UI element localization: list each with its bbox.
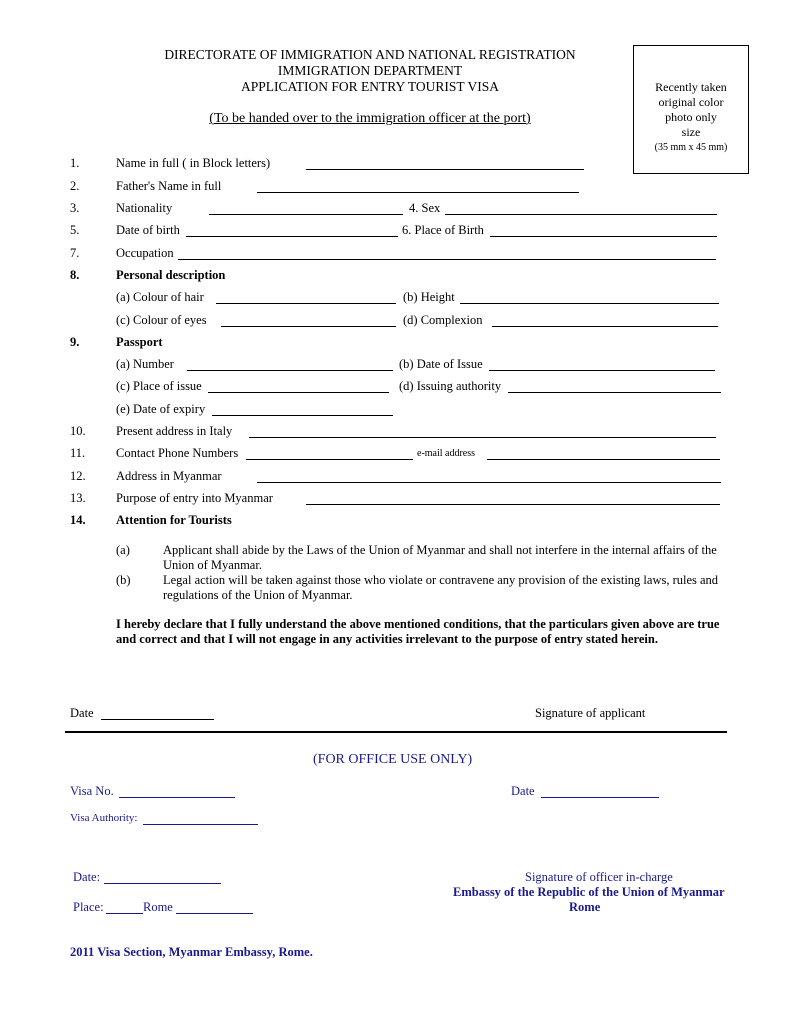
email-label: e-mail address bbox=[417, 448, 476, 459]
form-title: APPLICATION FOR ENTRY TOURIST VISA bbox=[240, 79, 500, 94]
item-number-1: 1. bbox=[70, 156, 80, 170]
issue-date-field[interactable] bbox=[489, 359, 715, 371]
passport-heading: Passport bbox=[116, 335, 163, 349]
expiry-date-label: (e) Date of expiry bbox=[116, 402, 206, 416]
address-italy-field[interactable] bbox=[249, 426, 716, 438]
item-number-7: 7. bbox=[70, 246, 80, 260]
item-number-14: 14. bbox=[70, 513, 86, 527]
office-date2-field[interactable] bbox=[104, 872, 221, 884]
embassy-city: Rome bbox=[569, 900, 601, 914]
office-date-field[interactable] bbox=[541, 786, 659, 798]
office-date-label: Date bbox=[511, 784, 535, 798]
header-department: IMMIGRATION DEPARTMENT bbox=[277, 63, 463, 78]
handover-note bbox=[120, 111, 620, 127]
item-number-8: 8. bbox=[70, 268, 80, 282]
photo-line2: original color bbox=[658, 95, 724, 109]
purpose-field[interactable] bbox=[306, 493, 720, 505]
attention-heading: Attention for Tourists bbox=[116, 513, 232, 527]
handover-note-text: (To be handed over to the immigration officer at the port) bbox=[209, 111, 531, 126]
expiry-date-field[interactable] bbox=[212, 404, 393, 416]
occupation-label: Occupation bbox=[116, 246, 174, 260]
place-label: Place: bbox=[73, 900, 104, 914]
footer-text: 2011 Visa Section, Myanmar Embassy, Rome. bbox=[70, 945, 313, 959]
item-number-9: 9. bbox=[70, 335, 80, 349]
issue-date-label: (b) Date of Issue bbox=[399, 357, 483, 371]
issuing-authority-label: (d) Issuing authority bbox=[399, 379, 502, 393]
item-number-3: 3. bbox=[70, 201, 80, 215]
photo-box bbox=[633, 45, 749, 174]
applicant-signature-label: Signature of applicant bbox=[535, 706, 646, 720]
embassy-name: Embassy of the Republic of the Union of Myanmar bbox=[453, 885, 725, 899]
name-label: Name in full ( in Block letters) bbox=[116, 156, 271, 170]
photo-size: (35 mm x 45 mm) bbox=[654, 142, 728, 153]
passport-number-field[interactable] bbox=[187, 359, 393, 371]
nationality-label: Nationality bbox=[116, 201, 173, 215]
item-number-5: 5. bbox=[70, 223, 80, 237]
applicant-date-field[interactable] bbox=[101, 708, 214, 720]
item-number-13: 13. bbox=[70, 491, 86, 505]
section-divider bbox=[65, 731, 727, 733]
visa-authority-field[interactable] bbox=[143, 813, 258, 825]
place-field-before bbox=[106, 902, 143, 914]
photo-line4: size bbox=[681, 125, 701, 139]
item-number-11: 11. bbox=[70, 446, 86, 460]
visa-authority-label: Visa Authority: bbox=[70, 812, 138, 824]
place-value: Rome bbox=[143, 900, 173, 914]
attention-b-text: Legal action will be taken against those who violate or contravene any provision of the existing laws, rules and regulations of the Union of Myanmar. bbox=[163, 573, 719, 602]
header-directorate: DIRECTORATE OF IMMIGRATION AND NATIONAL REGISTRATION bbox=[164, 47, 576, 62]
visa-no-field[interactable] bbox=[119, 786, 235, 798]
sex-field[interactable] bbox=[445, 203, 717, 215]
complexion-label: (d) Complexion bbox=[403, 313, 483, 327]
eye-colour-field[interactable] bbox=[221, 315, 396, 327]
item-number-2: 2. bbox=[70, 179, 80, 193]
place-of-birth-label: 6. Place of Birth bbox=[402, 223, 484, 237]
applicant-date-label: Date bbox=[70, 706, 94, 720]
height-label: (b) Height bbox=[403, 290, 455, 304]
eye-colour-label: (c) Colour of eyes bbox=[116, 313, 207, 327]
address-italy-label: Present address in Italy bbox=[116, 424, 233, 438]
height-field[interactable] bbox=[460, 292, 719, 304]
father-name-field[interactable] bbox=[257, 181, 579, 193]
officer-signature-label: Signature of officer in-charge bbox=[525, 870, 673, 884]
photo-line1: Recently taken bbox=[655, 80, 727, 94]
nationality-field[interactable] bbox=[209, 203, 403, 215]
phone-field[interactable] bbox=[246, 448, 413, 460]
address-myanmar-field[interactable] bbox=[257, 471, 721, 483]
photo-line3: photo only bbox=[665, 110, 717, 124]
address-myanmar-label: Address in Myanmar bbox=[116, 469, 222, 483]
place-field-after bbox=[176, 902, 253, 914]
email-field[interactable] bbox=[487, 448, 720, 460]
attention-a-marker: (a) bbox=[116, 543, 130, 557]
declaration: I hereby declare that I fully understand the above mentioned conditions, that the particulars given above are true and correct and that I will not engage in any activities irrelevant to the purpose of entry stated herein. bbox=[116, 617, 720, 646]
dob-field[interactable] bbox=[186, 225, 398, 237]
attention-a-text: Applicant shall abide by the Laws of the Union of Myanmar and shall not interfere in the internal affairs of the Union of Myanmar. bbox=[163, 543, 717, 572]
complexion-field[interactable] bbox=[492, 315, 718, 327]
office-date2-label: Date: bbox=[73, 870, 101, 884]
office-use-title: (FOR OFFICE USE ONLY) bbox=[313, 752, 473, 767]
father-name-label: Father's Name in full bbox=[116, 179, 222, 193]
place-of-birth-field[interactable] bbox=[490, 225, 717, 237]
personal-description-heading: Personal description bbox=[116, 268, 226, 282]
occupation-field[interactable] bbox=[178, 248, 716, 260]
hair-colour-label: (a) Colour of hair bbox=[116, 290, 204, 304]
place-of-issue-field[interactable] bbox=[208, 381, 389, 393]
place-of-issue-label: (c) Place of issue bbox=[116, 379, 202, 393]
issuing-authority-field[interactable] bbox=[508, 381, 721, 393]
hair-colour-field[interactable] bbox=[216, 292, 396, 304]
item-number-12: 12. bbox=[70, 469, 86, 483]
attention-b-marker: (b) bbox=[116, 573, 131, 587]
name-field[interactable] bbox=[306, 158, 584, 170]
item-number-10: 10. bbox=[70, 424, 86, 438]
purpose-label: Purpose of entry into Myanmar bbox=[116, 491, 273, 505]
sex-label: 4. Sex bbox=[409, 201, 441, 215]
phone-label: Contact Phone Numbers bbox=[116, 446, 239, 460]
visa-no-label: Visa No. bbox=[70, 784, 114, 798]
passport-number-label: (a) Number bbox=[116, 357, 174, 371]
dob-label: Date of birth bbox=[116, 223, 180, 237]
